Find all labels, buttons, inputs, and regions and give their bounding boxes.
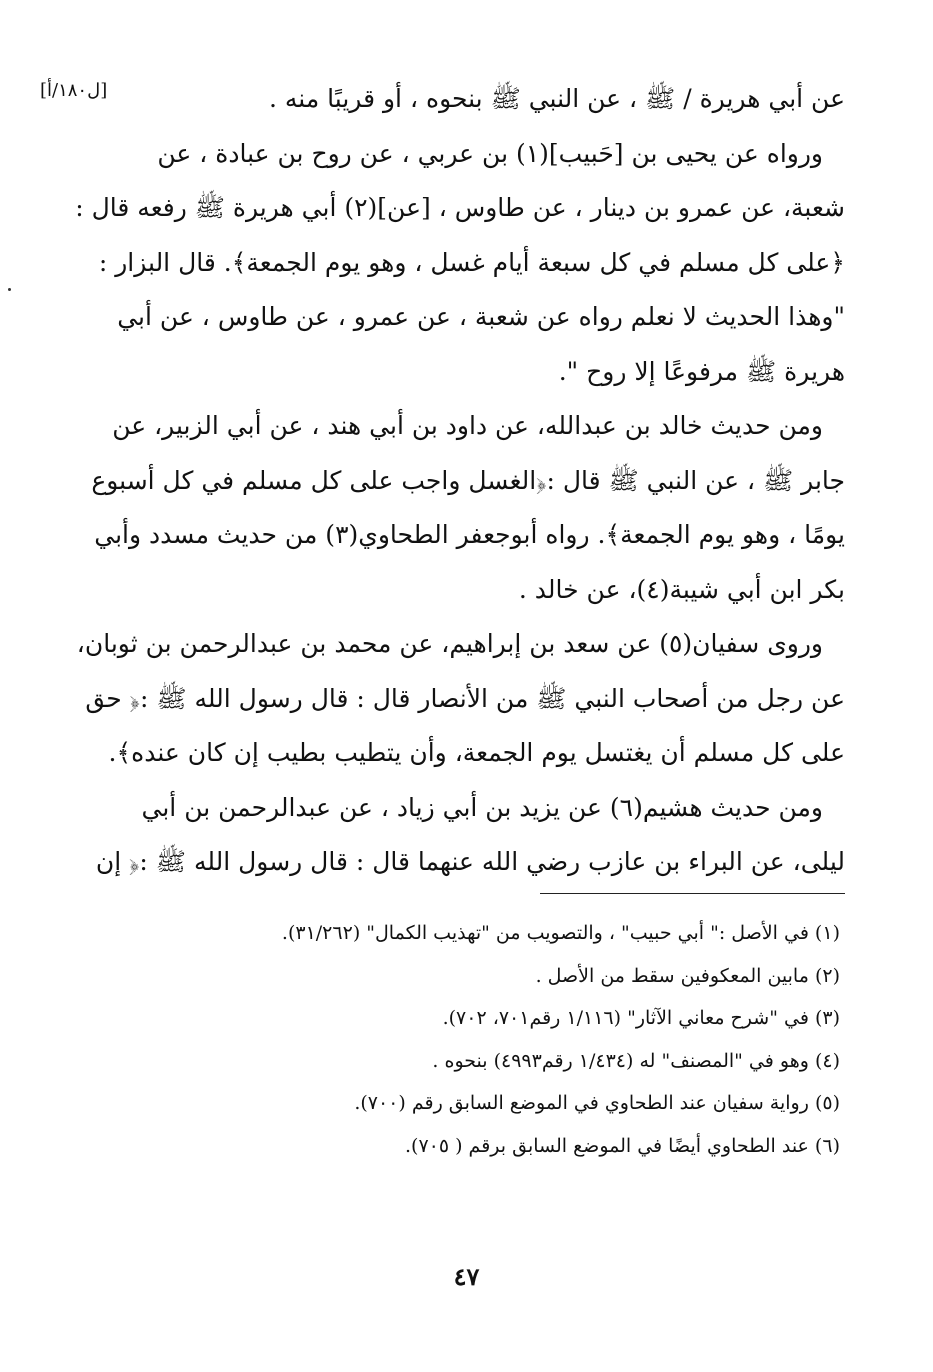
- footnote-3: (٣) في "شرح معاني الآثار" (١/١١٦ رقم٧٠١، ٧٠٢).: [442, 1007, 840, 1030]
- text-line-2: ورواه عن يحيى بن [حَبيب](١) بن عربي ، عن روح بن عبادة ، عن: [157, 138, 823, 168]
- text-line-10: بكر ابن أبي شيبة(٤)، عن خالد .: [518, 574, 845, 604]
- text-line-5: "وهذا الحديث لا نعلم رواه عن شعبة ، عن عمرو ، عن طاوس ، عن أبي: [117, 302, 845, 331]
- text-line-11: وروى سفيان(٥) عن سعد بن إبراهيم، عن محمد بن عبدالرحمن بن ثوبان،: [76, 629, 823, 658]
- footnote-4: (٤) وهو في "المصنف" له (١/٤٣٤ رقم٤٩٩٣) بنحوه .: [432, 1049, 840, 1072]
- text-line-8: جابر ﷺ ، عن النبي ﷺ قال :﴿الغسل واجب على كل مسلم في كل أسبوع: [91, 465, 845, 495]
- scan-speck: [8, 288, 11, 291]
- paragraph-3: [76, 617, 845, 781]
- text-line-4: ﴿على كل مسلم في كل سبعة أيام غسل ، وهو يوم الجمعة﴾. قال البزار :: [98, 247, 845, 277]
- page-number: ٤٧: [453, 1262, 480, 1291]
- text-line-13: على كل مسلم أن يغتسل يوم الجمعة، وأن يتطيب بطيب إن كان عنده﴾.: [108, 738, 845, 767]
- footnote-5: (٥) رواية سفيان عند الطحاوي في الموضع السابق رقم (٧٠٠).: [354, 1092, 840, 1115]
- text-line-7: ومن حديث خالد بن عبدالله، عن داود بن أبي هند ، عن أبي الزبير، عن: [112, 411, 823, 440]
- footnote-6: (٦) عند الطحاوي أيضًا في الموضع السابق برقم ( ٧٠٥).: [404, 1134, 840, 1157]
- text-line-15: ليلى، عن البراء بن عازب رضي الله عنهما قال : قال رسول الله ﷺ :﴿ إن: [95, 847, 845, 876]
- text-line-1: عن أبي هريرة / ﷺ ، عن النبي ﷺ بنحوه ، أو قريبًا منه .: [269, 84, 845, 113]
- footnote-divider: [540, 893, 845, 894]
- paragraph-4: [95, 781, 845, 890]
- paragraph-1: [75, 72, 845, 399]
- text-line-14: ومن حديث هشيم(٦) عن يزيد بن أبي زياد ، عن عبدالرحمن بن أبي: [141, 792, 823, 822]
- footnotes: [130, 912, 840, 1168]
- footnote-1: (١) في الأصل :" أبي حبيب" ، والتصويب من "تهذيب الكمال" (٣١/٢٦٢).: [281, 922, 840, 944]
- main-text: [75, 72, 845, 890]
- text-line-12: عن رجل من أصحاب النبي ﷺ من الأنصار قال : قال رسول الله ﷺ :﴿ حق: [85, 683, 845, 713]
- text-line-6: هريرة ﷺ مرفوعًا إلا روح ".: [558, 356, 845, 386]
- text-line-9: يومًا ، وهو يوم الجمعة﴾. رواه أبوجعفر الطحاوي(٣) من حديث مسدد وأبي: [94, 520, 845, 549]
- manuscript-folio-reference: [ل١٨٠/أ]: [40, 80, 108, 101]
- text-line-3: شعبة، عن عمرو بن دينار ، عن طاوس ، [عن](٢) أبي هريرة ﷺ رفعه قال :: [75, 193, 845, 222]
- footnote-2: (٢) مابين المعكوفين سقط من الأصل .: [535, 964, 840, 987]
- paragraph-2: [91, 399, 845, 617]
